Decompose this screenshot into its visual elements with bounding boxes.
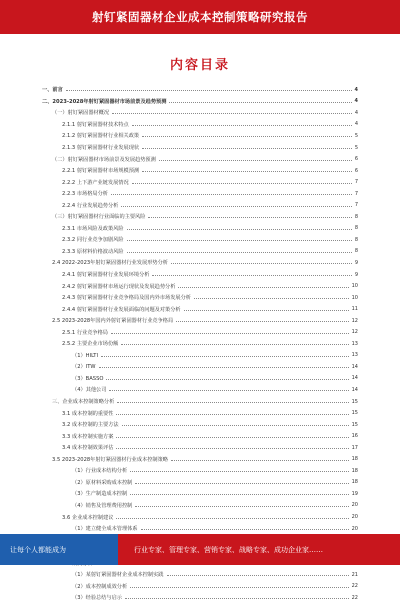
toc-leader-dots	[194, 298, 349, 299]
toc-leader-dots	[127, 240, 352, 241]
toc-entry-page: 7	[354, 202, 358, 209]
toc-entry[interactable]	[38, 142, 358, 154]
toc-leader-dots	[109, 390, 348, 391]
toc-entry[interactable]	[38, 581, 358, 593]
toc-leader-dots	[121, 344, 348, 345]
toc-entry-title: （2）ITW	[38, 363, 98, 370]
toc-entry-title: 2.3.3 原材料价格波动风险	[38, 248, 126, 255]
toc-entry-page: 14	[351, 386, 358, 393]
toc-leader-dots	[66, 90, 352, 91]
toc-leader-dots	[116, 448, 348, 449]
toc-entry-page: 19	[351, 490, 358, 497]
toc-entry-page: 15	[351, 421, 358, 428]
toc-entry[interactable]	[38, 269, 358, 281]
toc-leader-dots	[111, 333, 349, 334]
toc-entry[interactable]	[38, 419, 358, 431]
toc-entry-title: （3）生产制造成本控制	[38, 490, 129, 497]
toc-entry-title: 3.2 成本控制的主要方法	[38, 421, 121, 428]
toc-entry[interactable]	[38, 442, 358, 454]
toc-entry[interactable]	[38, 188, 358, 200]
toc-entry-title: 2.4.3 射钉紧固器材行业竞争格局及国内外市场发展分析	[38, 294, 193, 301]
toc-entry-title: （4）销售及管理费用控制	[38, 502, 134, 509]
toc-entry[interactable]	[38, 107, 358, 119]
toc-entry-title: 2.2.2 上下游产业链发展情况	[38, 179, 131, 186]
toc-entry-title: 2.1.1 射钉紧固器材技术特点	[38, 121, 131, 128]
toc-entry-title: （1）HILTI	[38, 352, 100, 359]
toc-entry-title: （2）原材料采购成本控制	[38, 479, 134, 486]
toc-entry[interactable]	[38, 500, 358, 512]
toc-entry-page: 20	[351, 525, 358, 532]
toc-entry-title: 2.1.2 射钉紧固器材行业相关政策	[38, 132, 141, 139]
toc-entry-title: 2.3.1 市场风险及政策风险	[38, 225, 126, 232]
toc-entry[interactable]	[38, 303, 358, 315]
toc-leader-dots	[99, 367, 349, 368]
toc-entry-title: 一、前言	[38, 86, 65, 93]
toc-entry[interactable]	[38, 234, 358, 246]
toc-entry[interactable]	[38, 153, 358, 165]
toc-entry-page: 6	[354, 167, 358, 174]
toc-entry-page: 4	[354, 86, 358, 93]
toc-leader-dots	[169, 102, 351, 103]
toc-entry[interactable]	[38, 176, 358, 188]
toc-entry-page: 8	[354, 225, 358, 232]
toc-leader-dots	[132, 183, 352, 184]
toc-entry[interactable]	[38, 130, 358, 142]
toc-leader-dots	[116, 437, 348, 438]
toc-entry[interactable]	[38, 223, 358, 235]
toc-entry-page: 11	[351, 306, 358, 313]
toc-leader-dots	[116, 518, 348, 519]
toc-entry[interactable]	[38, 350, 358, 362]
toc-leader-dots	[117, 402, 348, 403]
toc-entry-page: 14	[351, 363, 358, 370]
toc-entry[interactable]	[38, 338, 358, 350]
toc-leader-dots	[171, 460, 349, 461]
toc-entry[interactable]	[38, 280, 358, 292]
toc-entry-title: （3）BASSO	[38, 375, 105, 382]
toc-leader-dots	[184, 310, 349, 311]
table-of-contents	[38, 84, 358, 604]
toc-leader-dots	[152, 275, 351, 276]
toc-entry-page: 12	[351, 329, 358, 336]
toc-entry[interactable]	[38, 523, 358, 535]
toc-entry-title: 2.5.1 行业竞争格局	[38, 329, 110, 336]
toc-entry-page: 4	[354, 121, 358, 128]
toc-entry-page: 10	[351, 294, 358, 301]
toc-entry-page: 5	[354, 132, 358, 139]
toc-leader-dots	[127, 252, 352, 253]
toc-leader-dots	[111, 194, 352, 195]
footer-left-panel	[0, 534, 118, 565]
toc-entry-title: （1）建立健全成本管理体系	[38, 525, 140, 532]
toc-entry-title: （2）成本控制成效分析	[38, 583, 129, 590]
toc-leader-dots	[121, 206, 351, 207]
toc-leader-dots	[106, 379, 348, 380]
toc-entry-page: 8	[354, 248, 358, 255]
toc-entry-page: 4	[354, 109, 358, 116]
toc-entry[interactable]	[38, 361, 358, 373]
toc-leader-dots	[167, 575, 349, 576]
toc-leader-dots	[142, 148, 352, 149]
toc-leader-dots	[159, 160, 352, 161]
toc-entry[interactable]	[38, 384, 358, 396]
footer-bar	[0, 534, 400, 565]
toc-entry[interactable]	[38, 119, 358, 131]
toc-leader-dots	[130, 587, 348, 588]
toc-entry[interactable]	[38, 315, 358, 327]
toc-entry-page: 8	[354, 236, 358, 243]
toc-leader-dots	[130, 494, 348, 495]
toc-entry-page: 4	[354, 98, 358, 105]
toc-entry-page: 18	[351, 456, 358, 463]
toc-entry-title: 2.4.2 射钉紧固器材市场运行现状及发展趋势分析	[38, 283, 177, 290]
toc-leader-dots	[101, 356, 349, 357]
toc-entry-page: 20	[351, 502, 358, 509]
toc-entry-title: 2.3.2 同行业竞争加剧风险	[38, 236, 126, 243]
toc-entry[interactable]	[38, 465, 358, 477]
report-title: 射钉紧固器材企业成本控制策略研究报告	[92, 10, 308, 24]
toc-entry[interactable]	[38, 257, 358, 269]
toc-leader-dots	[142, 171, 352, 172]
toc-entry-page: 16	[351, 433, 358, 440]
footer-slogan: 让每个人都能成为	[10, 546, 66, 554]
toc-entry-page: 22	[351, 594, 358, 601]
toc-leader-dots	[142, 136, 352, 137]
toc-entry[interactable]	[38, 396, 358, 408]
toc-entry-page: 13	[351, 340, 358, 347]
toc-entry-title: 3.4 成本控制效果评估	[38, 444, 115, 451]
toc-entry-page: 9	[354, 259, 358, 266]
toc-entry[interactable]	[38, 96, 358, 108]
toc-entry-page: 18	[351, 467, 358, 474]
toc-entry-page: 13	[351, 352, 358, 359]
toc-entry[interactable]	[38, 511, 358, 523]
toc-entry-page: 10	[351, 283, 358, 290]
toc-entry-page: 17	[351, 444, 358, 451]
toc-entry-page: 8	[354, 213, 358, 220]
toc-entry-title: 2.5.2 主要企业市场份额	[38, 340, 120, 347]
toc-entry-page: 20	[351, 514, 358, 520]
toc-entry-page: 18	[351, 479, 358, 486]
toc-entry-title: 2.5 2023-2028年国内外射钉紧固器材行业竞争格局	[38, 317, 175, 324]
toc-entry-title: （一）射钉紧固器材概况	[38, 109, 111, 116]
toc-entry-page: 12	[351, 317, 358, 324]
toc-entry-page: 22	[351, 583, 358, 590]
toc-leader-dots	[130, 471, 348, 472]
toc-entry-page: 21	[351, 571, 358, 578]
toc-entry-title: 3.5 2023-2028年射钉紧固器材行业成本控制策略	[38, 456, 170, 463]
toc-entry-title: 3.3 成本控制实施方案	[38, 433, 115, 440]
toc-leader-dots	[178, 287, 348, 288]
toc-entry-page: 9	[354, 271, 358, 278]
toc-entry[interactable]	[38, 454, 358, 466]
toc-entry[interactable]	[38, 246, 358, 258]
toc-entry-title: （三）射钉紧固器材行业面临的主要风险	[38, 213, 147, 220]
toc-entry-title: 2.1.3 射钉紧固器材行业发展现状	[38, 144, 141, 151]
toc-leader-dots	[116, 414, 348, 415]
toc-entry-page: 7	[354, 179, 358, 186]
toc-entry[interactable]	[38, 488, 358, 500]
toc-entry-title: 3.6 企业成本控制建议	[38, 514, 115, 521]
toc-entry-page: 14	[351, 375, 358, 382]
toc-entry[interactable]	[38, 165, 358, 177]
toc-entry-page: 6	[354, 156, 358, 163]
toc-entry-page: 15	[351, 410, 358, 417]
toc-entry[interactable]	[38, 199, 358, 211]
toc-entry-title: （二）射钉紧固器材市场前景及发展趋势预测	[38, 156, 158, 163]
toc-entry[interactable]	[38, 407, 358, 419]
toc-entry-title: 2.4.4 射钉紧固器材行业发展面临的问题及对策分析	[38, 306, 183, 313]
toc-entry-title: 2.2.4 行业发展趋势分析	[38, 202, 120, 209]
toc-leader-dots	[135, 483, 348, 484]
toc-entry-title: （1）行业成本结构分析	[38, 467, 129, 474]
toc-entry-title: 3.1 成本控制的重要性	[38, 410, 115, 417]
toc-entry[interactable]	[38, 84, 358, 96]
toc-entry-title: 2.2.1 射钉紧固器材市场规模预测	[38, 167, 141, 174]
toc-leader-dots	[125, 598, 349, 599]
toc-leader-dots	[132, 125, 352, 126]
toc-leader-dots	[141, 529, 349, 530]
toc-entry-title: 三、企业成本控制策略分析	[38, 398, 116, 405]
toc-entry-title: 二、2023-2028年射钉紧固器材市场前景及趋势预测	[38, 98, 168, 105]
toc-entry[interactable]	[38, 211, 358, 223]
toc-entry[interactable]	[38, 477, 358, 489]
toc-entry-page: 5	[354, 144, 358, 151]
toc-entry[interactable]	[38, 326, 358, 338]
toc-entry[interactable]	[38, 430, 358, 442]
toc-leader-dots	[171, 263, 352, 264]
header-bar	[0, 0, 400, 34]
toc-entry[interactable]	[38, 569, 358, 581]
toc-entry-title: 2.4.1 射钉紧固器材行业发展环境分析	[38, 271, 151, 278]
toc-entry-title: （1）某射钉紧固器材企业成本控制实践	[38, 571, 166, 578]
toc-leader-dots	[148, 217, 351, 218]
toc-entry[interactable]	[38, 592, 358, 604]
toc-leader-dots	[135, 506, 348, 507]
toc-leader-dots	[127, 229, 352, 230]
toc-leader-dots	[122, 425, 349, 426]
toc-leader-dots	[176, 321, 348, 322]
toc-entry[interactable]	[38, 292, 358, 304]
toc-entry-title: （3）经验总结与启示	[38, 594, 124, 601]
toc-entry-title: 2.2.3 市场格局分析	[38, 190, 110, 197]
toc-entry-title: 2.4 2022-2023年射钉紧固器材行业发展形势分析	[38, 259, 170, 266]
footer-tagline: 行业专家、管理专家、营销专家、战略专家、成功企业家……	[134, 546, 323, 554]
toc-title: 内容目录	[169, 58, 230, 73]
toc-entry[interactable]	[38, 373, 358, 385]
toc-leader-dots	[112, 113, 352, 114]
toc-entry-page: 15	[351, 398, 358, 405]
toc-entry-title: （4）其他公司	[38, 386, 108, 393]
toc-entry-page: 7	[354, 190, 358, 197]
